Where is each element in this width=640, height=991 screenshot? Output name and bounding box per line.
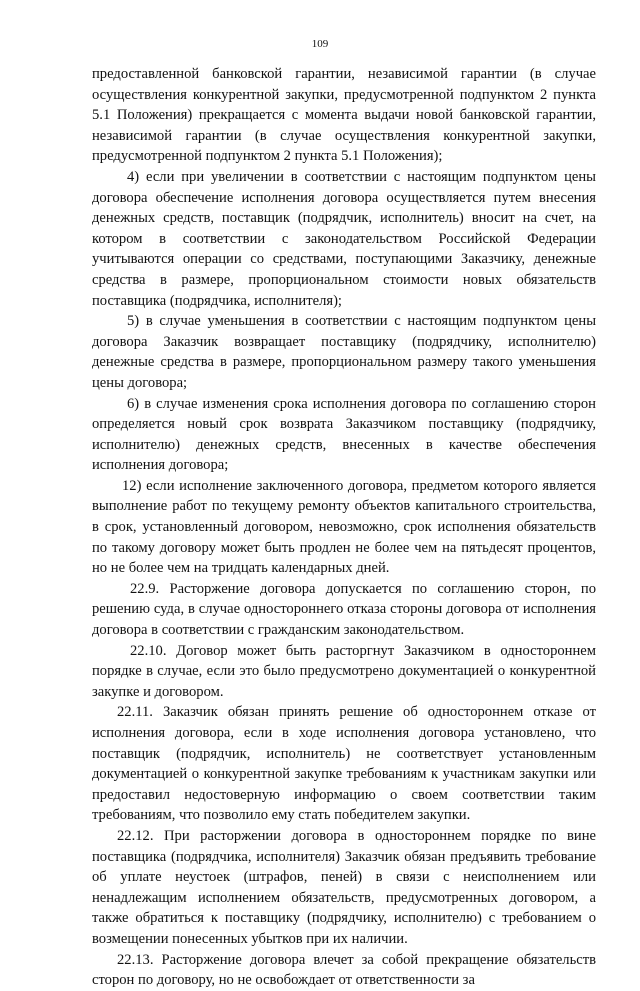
paragraph-item-6: 6) в случае изменения срока исполнения договора по соглашению сторон определяется новый срок возврата Заказчиком поставщику (подрядчику, исполнителю) денежных средств, внесенных в качестве обеспечения исполнения договора; bbox=[92, 395, 596, 474]
page-number: 109 bbox=[311, 38, 329, 50]
paragraph-22-11: 22.11. Заказчик обязан принять решение об одностороннем отказе от исполнения договора, если в ходе исполнения договора установлено, что поставщик (подрядчик, исполнитель) не соответствует установленным документацией о конкурентной закупке требованиям к участникам закупки или предоставил недостоверную информацию о своем соответствии таким требованиям, что позволило ему стать победителем закупки. bbox=[92, 704, 596, 824]
paragraph-22-12: 22.12. При расторжении договора в одностороннем порядке по вине поставщика (подрядчика, исполнителя) Заказчик обязан предъявить требование об уплате неустоек (штрафов, пеней) в связи с неисполнением или ненадлежащим исполнением обязательств, предусмотренных договором, а также обратиться к поставщику (подрядчику, исполнителю) с требованием о возмещении понесенных убытков при их наличии. bbox=[92, 827, 596, 947]
document-body bbox=[92, 64, 596, 991]
paragraph-item-4: 4) если при увеличении в соответствии с настоящим подпунктом цены договора обеспечение исполнения договора осуществляется путем внесения денежных средств, поставщик (подрядчик, исполнитель) вносит на счет, на котором в соответствии с законодательством Российской Федерации учитываются операции со средствами, поступающими Заказчику, денежные средства в размере, пропорциональном стоимости новых обязательств поставщика (подрядчика, исполнителя); bbox=[92, 168, 596, 309]
paragraph-guarantee-continuation: предоставленной банковской гарантии, независимой гарантии (в случае осуществления конкурентной закупки, предусмотренной подпунктом 2 пункта 5.1 Положения) прекращается с момента выдачи новой банковской гарантии, независимой гарантии (в случае осуществления конкурентной закупки, предусмотренной подпунктом 2 пункта 5.1 Положения); bbox=[92, 66, 596, 165]
paragraph-item-12: 12) если исполнение заключенного договора, предметом которого является выполнение работ по текущему ремонту объектов капитального строительства, в срок, установленный договором, невозможно, срок исполнения обязательств по такому договору может быть продлен не более чем на пятьдесят процентов, но не более чем на тридцать календарных дней. bbox=[92, 477, 596, 577]
paragraph-22-9: 22.9. Расторжение договора допускается по соглашению сторон, по решению суда, в случае одностороннего отказа стороны договора от исполнения договора в соответствии с гражданским законодательством. bbox=[92, 580, 596, 639]
paragraph-item-5: 5) в случае уменьшения в соответствии с настоящим подпунктом цены договора Заказчик возвращает поставщику (подрядчику, исполнителю) денежные средства в размере, пропорциональном размеру такого уменьшения цены договора; bbox=[92, 313, 596, 391]
paragraph-22-10: 22.10. Договор может быть расторгнут Заказчиком в одностороннем порядке в случае, если это было предусмотрено документацией о конкурентной закупке и договором. bbox=[92, 642, 596, 700]
paragraph-22-13: 22.13. Расторжение договора влечет за собой прекращение обязательств сторон по договору, но не освобождает от ответственности за bbox=[92, 951, 596, 989]
